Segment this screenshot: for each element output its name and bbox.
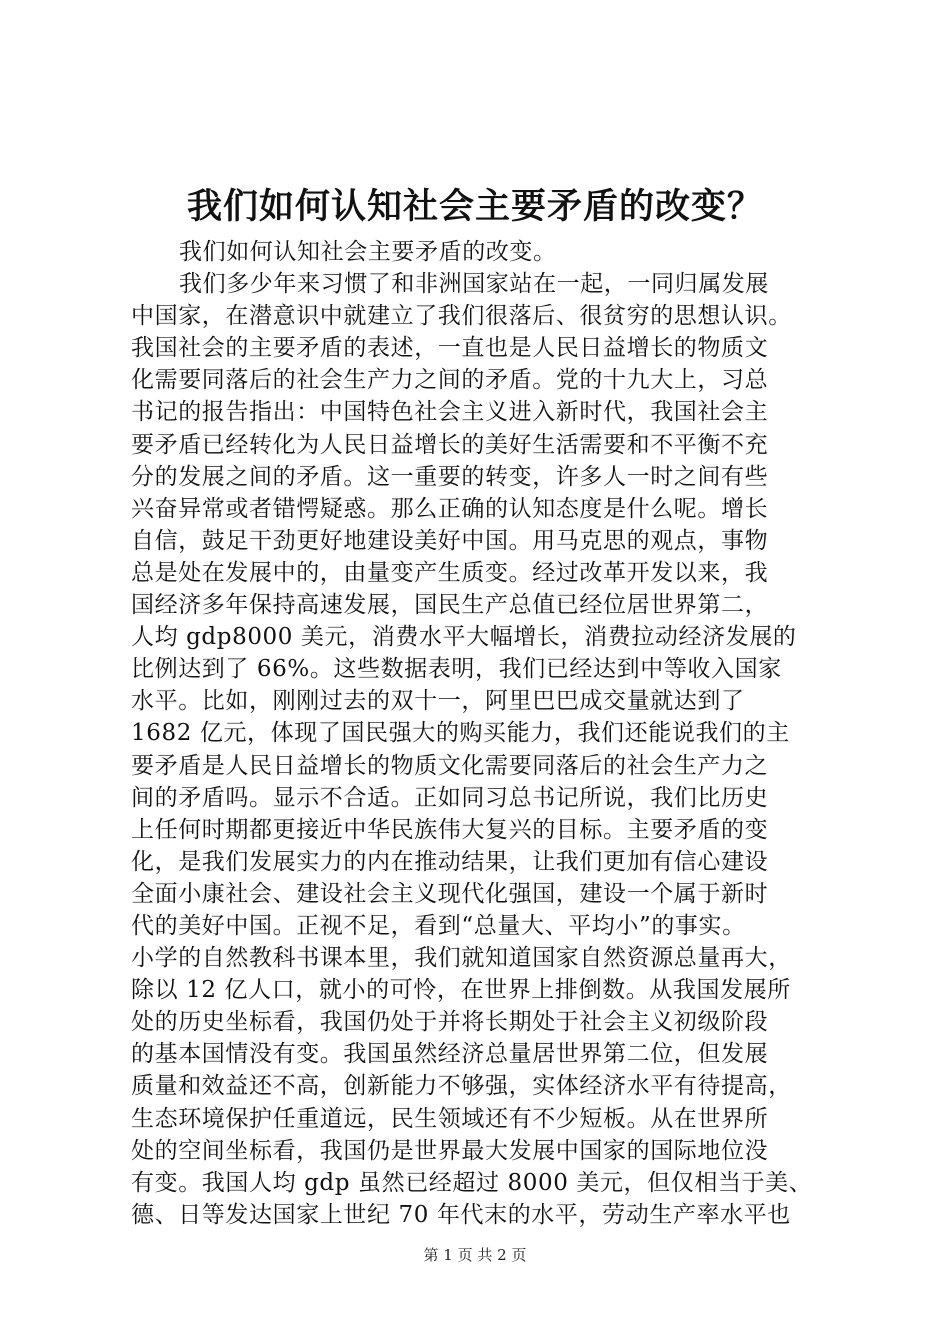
body-line: 水平。比如，刚刚过去的双十一，阿里巴巴成交量就达到了: [131, 688, 745, 715]
body-line: 书记的报告指出：中国特色社会主义进入新时代，我国社会主: [131, 399, 769, 426]
body-line: 处的空间坐标看，我国仍是世界最大发展中国家的国际地位没: [131, 1137, 769, 1164]
body-line: 中国家，在潜意识中就建立了我们很落后、很贫穷的思想认识。: [131, 303, 792, 330]
body-line: 全面小康社会、建设社会主义现代化强国，建设一个属于新时: [131, 880, 769, 907]
body-line: 除以 12 亿人口，就小的可怜，在世界上排倒数。从我国发展所: [131, 977, 791, 1004]
body-line: 小学的自然教科书课本里，我们就知道国家自然资源总量再大，: [131, 945, 792, 972]
body-line: 要矛盾是人民日益增长的物质文化需要同落后的社会生产力之: [131, 752, 769, 779]
body-line: 比例达到了 66%。这些数据表明，我们已经达到中等收入国家: [131, 656, 782, 683]
body-line: 上任何时期都更接近中华民族伟大复兴的目标。主要矛盾的变: [131, 816, 769, 843]
document-body: [131, 236, 831, 1231]
body-line: 要矛盾已经转化为人民日益增长的美好生活需要和不平衡不充: [131, 431, 769, 458]
body-line: 代的美好中国。正视不足，看到“总量大、平均小”的事实。: [131, 912, 746, 939]
body-line: 分的发展之间的矛盾。这一重要的转变，许多人一时之间有些: [131, 463, 769, 490]
body-line: 我国社会的主要矛盾的表述，一直也是人民日益增长的物质文: [131, 335, 769, 362]
page-number-footer: 第 1 页 共 2 页: [423, 1246, 527, 1264]
body-line: 国经济多年保持高速发展，国民生产总值已经位居世界第二，: [131, 592, 769, 619]
body-line: 生态环境保护任重道远，民生领域还有不少短板。从在世界所: [131, 1105, 769, 1132]
body-line: 我们多少年来习惯了和非洲国家站在一起，一同归属发展: [179, 271, 769, 298]
body-line: 化需要同落后的社会生产力之间的矛盾。党的十九大上，习总: [131, 367, 769, 394]
body-line: 间的矛盾吗。显示不合适。正如同习总书记所说，我们比历史: [131, 784, 769, 811]
body-line: 人均 gdp8000 美元，消费水平大幅增长，消费拉动经济发展的: [131, 624, 797, 651]
body-line: 有变。我国人均 gdp 虽然已经超过 8000 美元，但仅相当于美、: [131, 1169, 813, 1196]
body-line: 我们如何认知社会主要矛盾的改变。: [179, 239, 557, 265]
body-line: 德、日等发达国家上世纪 70 年代末的水平，劳动生产率水平也: [131, 1201, 791, 1228]
body-line: 自信，鼓足干劲更好地建设美好中国。用马克思的观点，事物: [131, 527, 769, 554]
body-line: 1682 亿元，体现了国民强大的购买能力，我们还能说我们的主: [131, 720, 790, 747]
body-line: 质量和效益还不高，创新能力不够强，实体经济水平有待提高，: [131, 1073, 792, 1100]
body-line: 兴奋异常或者错愕疑惑。那么正确的认知态度是什么呢。增长: [131, 495, 769, 522]
body-line: 化，是我们发展实力的内在推动结果，让我们更加有信心建设: [131, 848, 769, 875]
body-line: 处的历史坐标看，我国仍处于并将长期处于社会主义初级阶段: [131, 1009, 769, 1036]
body-line: 的基本国情没有变。我国虽然经济总量居世界第二位，但发展: [131, 1041, 769, 1068]
body-line: 总是处在发展中的，由量变产生质变。经过改革开发以来，我: [131, 559, 769, 586]
document-title: 我们如何认知社会主要矛盾的改变？: [186, 186, 763, 227]
